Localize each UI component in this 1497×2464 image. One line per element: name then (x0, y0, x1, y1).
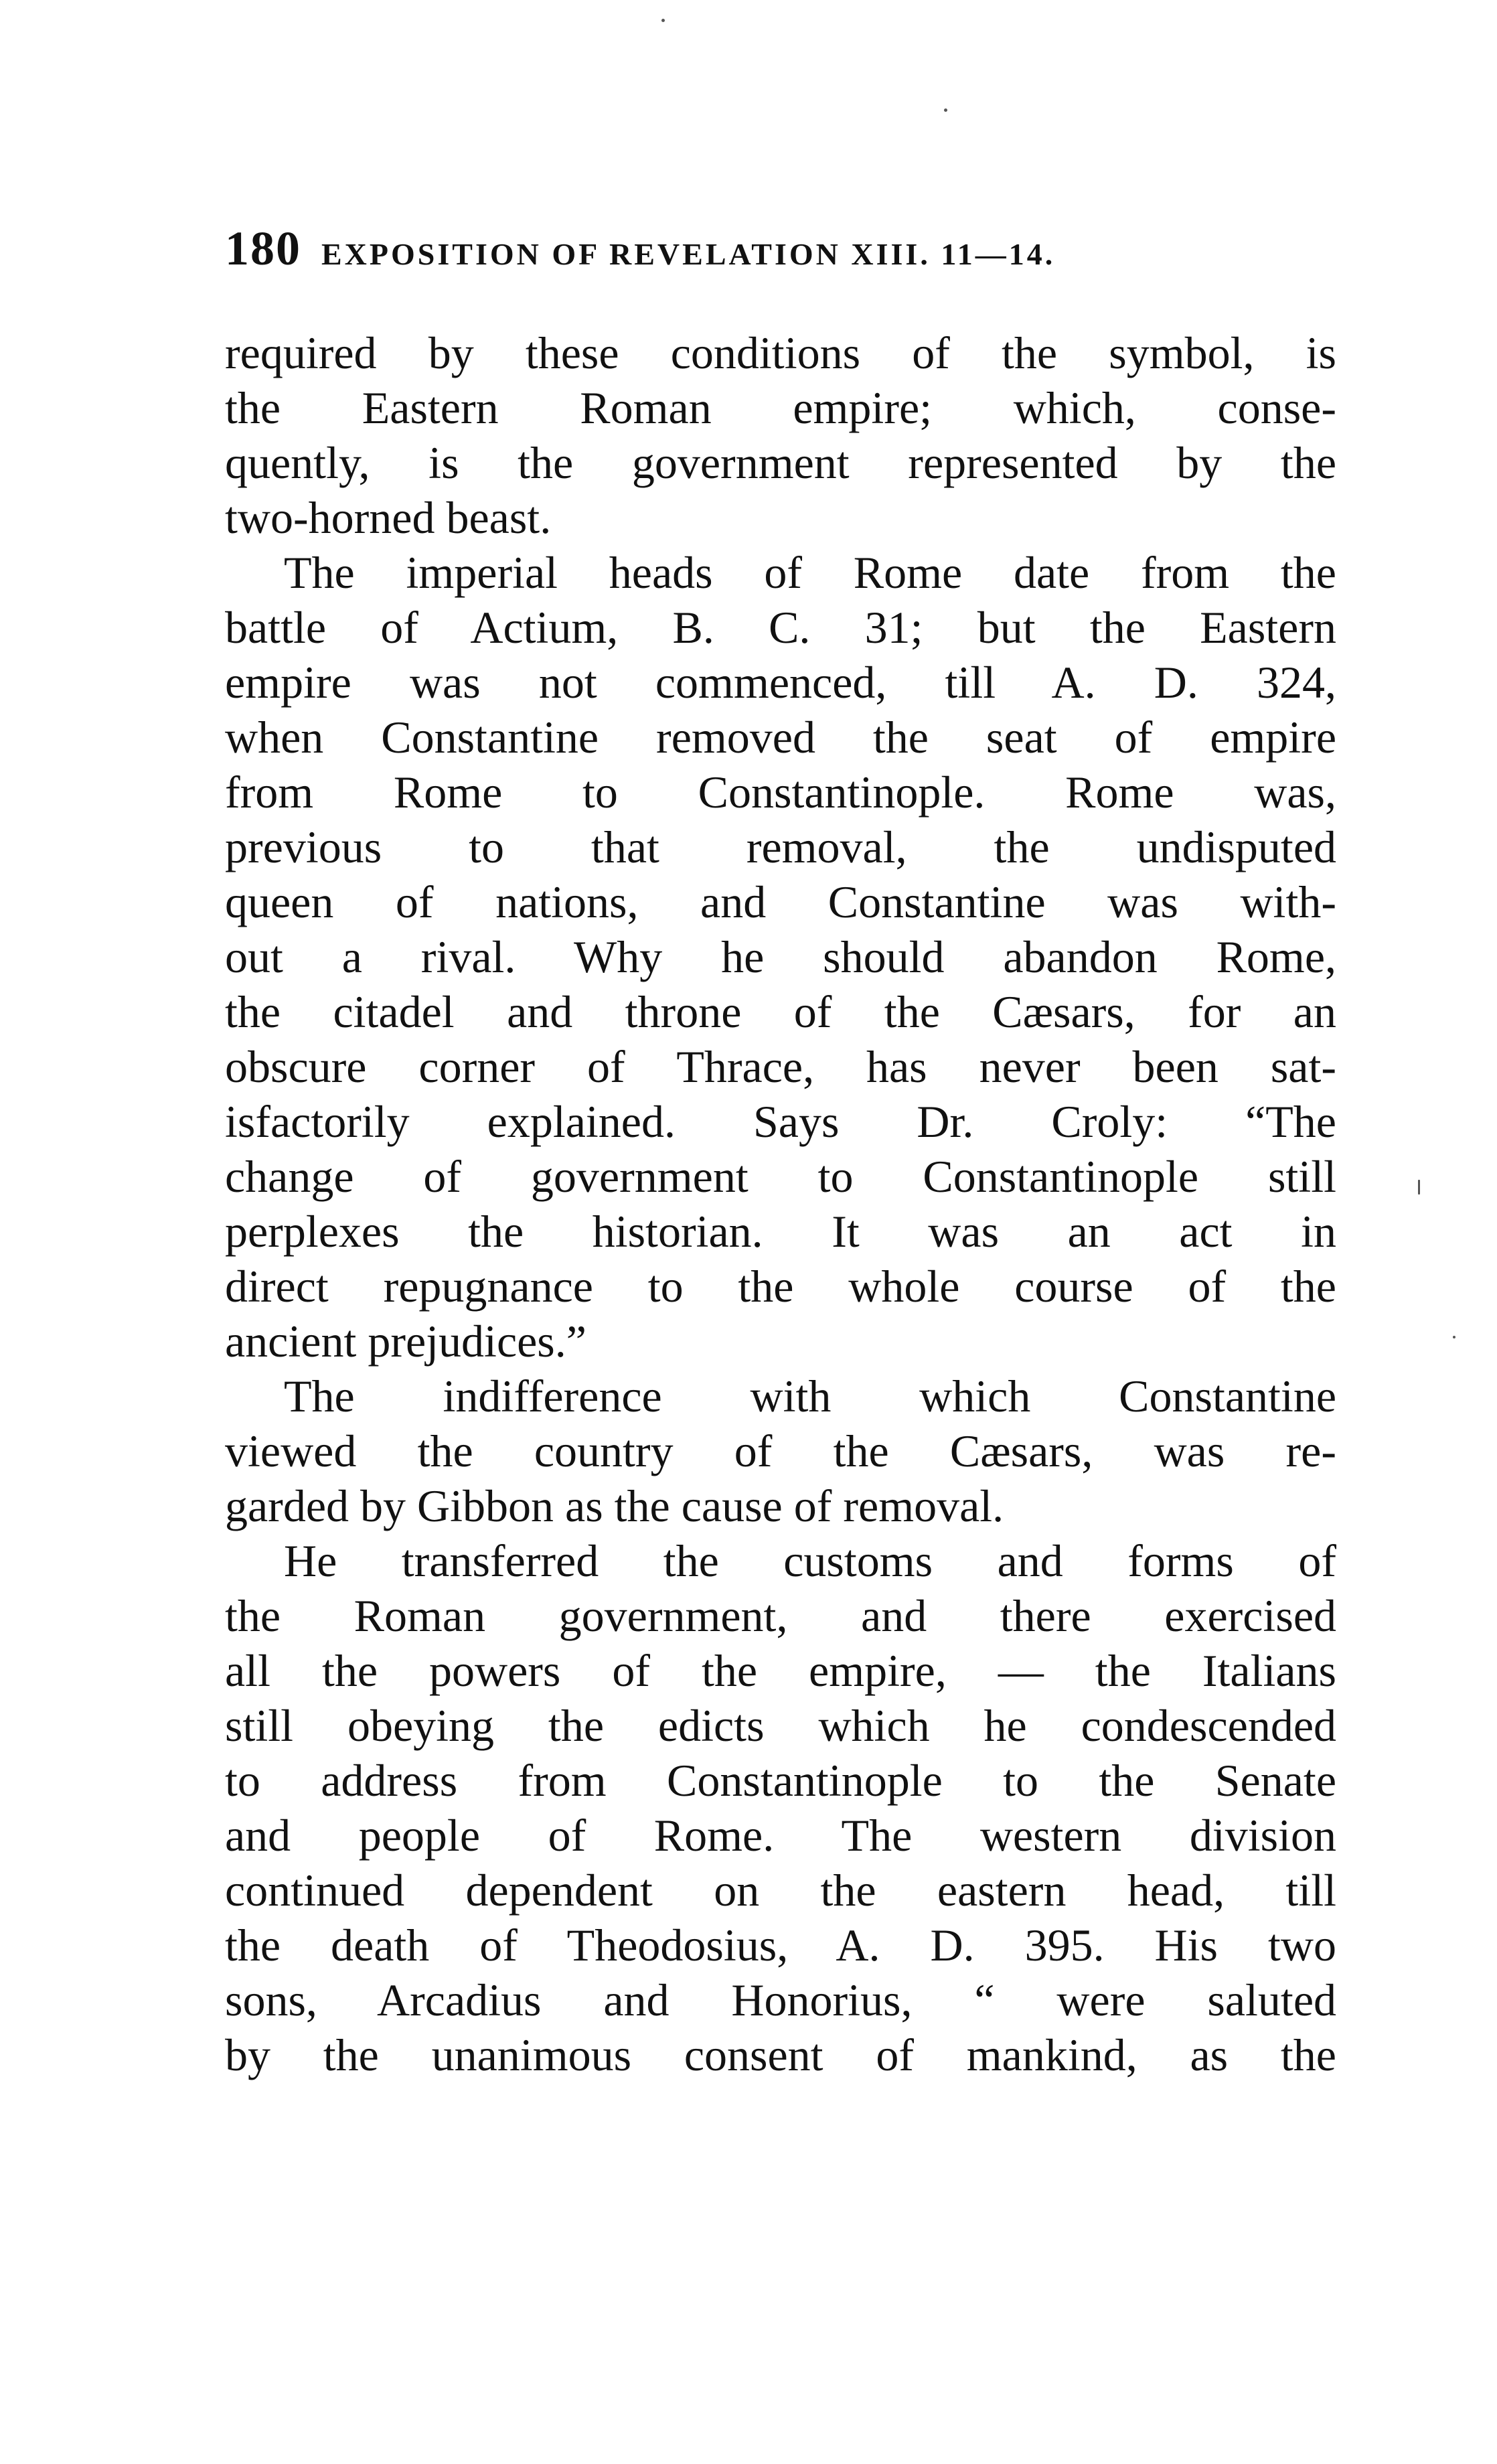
page-number: 180 (225, 222, 301, 275)
print-speck (1418, 1180, 1420, 1195)
text-line: all the powers of the empire, — the Italians (225, 1645, 1336, 1696)
text-line: to address from Constantinople to the Senate (225, 1755, 1336, 1806)
text-line: The imperial heads of Rome date from the (284, 547, 1336, 598)
body-text (225, 325, 1336, 2082)
text-line: isfactorily explained. Says Dr. Croly: “The (225, 1096, 1336, 1147)
print-speck (1453, 1336, 1455, 1338)
text-line: still obeying the edicts which he condescended (225, 1700, 1336, 1751)
text-line: from Rome to Constantinople. Rome was, (225, 767, 1336, 818)
text-line: and people of Rome. The western division (225, 1810, 1336, 1861)
text-line: The indifference with which Constantine (284, 1371, 1336, 1421)
text-line: the citadel and throne of the Cæsars, for an (225, 986, 1336, 1037)
text-line: change of government to Constantinople still (225, 1151, 1336, 1202)
text-line: out a rival. Why he should abandon Rome, (225, 931, 1336, 982)
text-line: two-horned beast. (225, 492, 552, 543)
page-header (225, 221, 1323, 281)
text-line: viewed the country of the Cæsars, was re- (225, 1426, 1336, 1476)
text-line: garded by Gibbon as the cause of removal. (225, 1480, 1004, 1531)
text-line: perplexes the historian. It was an act in (225, 1206, 1336, 1257)
text-line: empire was not commenced, till A. D. 324, (225, 657, 1336, 708)
text-line: the death of Theodosius, A. D. 395. His two (225, 1920, 1336, 1971)
text-line: the Eastern Roman empire; which, conse- (225, 382, 1336, 433)
print-speck (944, 108, 947, 112)
print-speck (661, 19, 665, 22)
text-line: the Roman government, and there exercised (225, 1590, 1336, 1641)
text-line: ancient prejudices.” (225, 1316, 586, 1367)
text-line: obscure corner of Thrace, has never been sat- (225, 1041, 1336, 1092)
text-line: battle of Actium, B. C. 31; but the Eastern (225, 602, 1336, 653)
text-line: continued dependent on the eastern head, till (225, 1865, 1336, 1916)
text-line: He transferred the customs and forms of (284, 1535, 1336, 1586)
text-line: quently, is the government represented by the (225, 437, 1336, 488)
running-head: EXPOSITION OF REVELATION XIII. 11—14. (321, 237, 1056, 271)
text-line: direct repugnance to the whole course of the (225, 1261, 1336, 1312)
text-line: queen of nations, and Constantine was with- (225, 876, 1336, 927)
text-line: required by these conditions of the symbol, is (225, 327, 1336, 378)
text-line: by the unanimous consent of mankind, as the (225, 2029, 1336, 2080)
text-line: previous to that removal, the undisputed (225, 822, 1336, 872)
text-line: sons, Arcadius and Honorius, “ were saluted (225, 1975, 1336, 2025)
text-line: when Constantine removed the seat of empire (225, 712, 1336, 763)
